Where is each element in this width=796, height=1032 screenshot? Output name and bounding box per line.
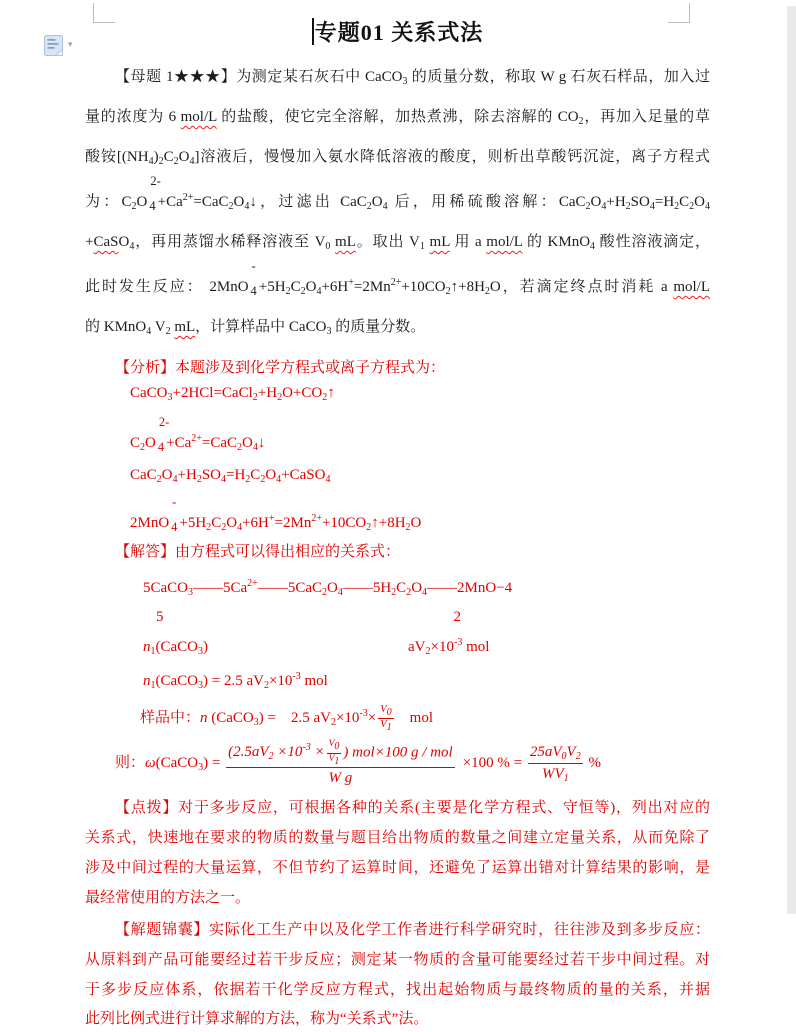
fraction: $\frac{V0}{V1}$ <box>380 703 392 734</box>
problem-line-3: 酸铵$[(NH_4)_2C_2O_4]$溶液后，慢慢加入氨水降低溶液的酸度，则析出草酸钙沉淀，离子方程式 <box>85 149 711 167</box>
ion-charge-stack: - $_4$ <box>250 259 257 298</box>
answer-relation-line: $5CaCO_3——5Ca^{2+}——5CaC_2O_4——5H_2C_2O_4——2MnO-4$ <box>143 578 513 598</box>
answer-heading: 【解答】由方程式可以得出相应的关系式： <box>115 544 401 560</box>
analysis-equation-4: 2MnO - $_4 +5H_2C_2O_4+6H^+=2Mn^{2+}+10CO_2↑+8H_2O$ <box>130 506 710 540</box>
analysis-equation-1: $CaCO_3+2HCl=CaCl_2+H_2O+CO_2↑$ <box>130 385 335 403</box>
strategy-line-1: 【解题锦囊】实际化工生产中以及化学工作者进行科学研究时，往往涉及到多步反应： <box>115 922 710 939</box>
ion-charge-stack: 2- $_4$ <box>157 415 170 454</box>
text-cursor <box>312 18 314 45</box>
problem-line-1: 【母题 1★★★】为测定某石灰石中 CaCO$_3$ 的质量分数，称取 W g 石灰石样品，加入过 <box>115 69 710 87</box>
paste-options-button[interactable] <box>44 32 86 58</box>
fraction: $\frac{V0}{V1}$ <box>328 739 340 767</box>
fraction: $\frac{25aV_0V_2}{WV_1}$ <box>529 743 581 785</box>
strategy-line-2: 从原料到产品可能要经过若干步反应；测定某一物质的含量可能要经过若干步中间过程。对 <box>85 952 710 969</box>
answer-mol-line-2: $n_1(CaCO_3) = 2.5$ $aV_2\times 10^{-3}$ mol <box>143 671 328 691</box>
problem-line-7: 的 KMnO$_4$ $V_2$ mL，计算样品中 CaCO$_3$ 的质量分数。 <box>85 319 426 337</box>
answer-ratio-line: 5 2 <box>156 609 461 625</box>
paste-options-icon <box>44 35 63 56</box>
ion-charge-stack: - $_4$ <box>171 495 178 534</box>
tip-line-1: 【点拨】对于多步反应，可根据各种的关系(主要是化学方程式、守恒等)，列出对应的 <box>115 800 710 817</box>
answer-mol-line-1: $n_1(CaCO_3)$ $aV_2\times 10^{-3}$ mol <box>143 637 490 657</box>
analysis-equation-3: $CaC_2O_4+H_2SO_4=H_2C_2O_4+CaSO_4$ <box>130 467 331 485</box>
fraction: ($2.5aV_2 \times 10^{-3}$ × $\frac{V0}{V1}$ ) mol×100 g / mol W g <box>228 739 453 786</box>
problem-line-2: 量的浓度为 6 mol/L 的盐酸，使它完全溶解，加热煮沸，除去溶解的 $CO_2$，再加入足量的草 <box>85 109 710 127</box>
answer-sample-line: 样品中：n (CaCO$_3$) = 2.5 $aV_2\times 10^{-3}\times$ $\frac{V0}{V1}$ mol <box>140 703 434 734</box>
tip-line-4: 最经常使用的方法之一。 <box>85 890 251 907</box>
ion-charge-stack: 2- $_4$ <box>149 174 161 213</box>
analysis-equation-2: $C_2O$ 2- $_4 +Ca^{2+}=CaC_2O_4↓$ <box>130 426 710 460</box>
strategy-line-3: 于多步反应体系，依据若干化学反应方程式，找出起始物质与最终物质的量的关系，并据 <box>85 982 710 999</box>
scrollbar[interactable] <box>787 6 796 914</box>
problem-line-6: 此时发生反应： 2MnO - $_4 +5H_2C_2O_4+6H^+=2Mn^{2+}+10CO_2↑+8H_2O$，若滴定终点时消耗 a mol/L <box>85 270 710 304</box>
tip-line-2: 关系式，快速地在要求的物质的数量与题目给出物质的数量之间建立定量关系，从而免除了 <box>85 830 710 847</box>
page-title-text: 专题01 关系式法 <box>314 20 484 45</box>
problem-line-5: +CaSO$_4$，再用蒸馏水稀释溶液至 $V_0$ mL。取出 $V_1$ mL 用 a mol/L 的 KMnO$_4$ 酸性溶液滴定， <box>85 234 710 252</box>
chevron-down-icon: ▾ <box>68 39 73 50</box>
page-title <box>85 18 710 48</box>
answer-omega-line: 则：ω(CaCO$_3$) = ($2.5aV_2 \times 10^{-3}$ × $\frac{V0}{V1}$ ) mol×100 g / mol W g ×100 % = $\frac{25aV_0V_2}{WV_1}$ % <box>115 739 710 788</box>
document-content[interactable] <box>85 10 710 1032</box>
tip-line-3: 涉及中间过程的大量运算，不但节约了运算时间，还避免了运算出错对计算结果的影响，是 <box>85 860 710 877</box>
strategy-line-4: 此列比例式进行计算求解的方法，称为“关系式”法。 <box>85 1011 429 1028</box>
problem-line-4: 为：$C_2O$ 2- $_4 +Ca^{2+}=CaC_2O_4↓$，过滤出 $CaC_2O_4$ 后，用稀硫酸溶解：$CaC_2O_4+H_2SO_4=H_2C_2O_4$ <box>85 185 710 219</box>
analysis-heading: 【分析】本题涉及到化学方程式或离子方程式为： <box>115 360 446 376</box>
